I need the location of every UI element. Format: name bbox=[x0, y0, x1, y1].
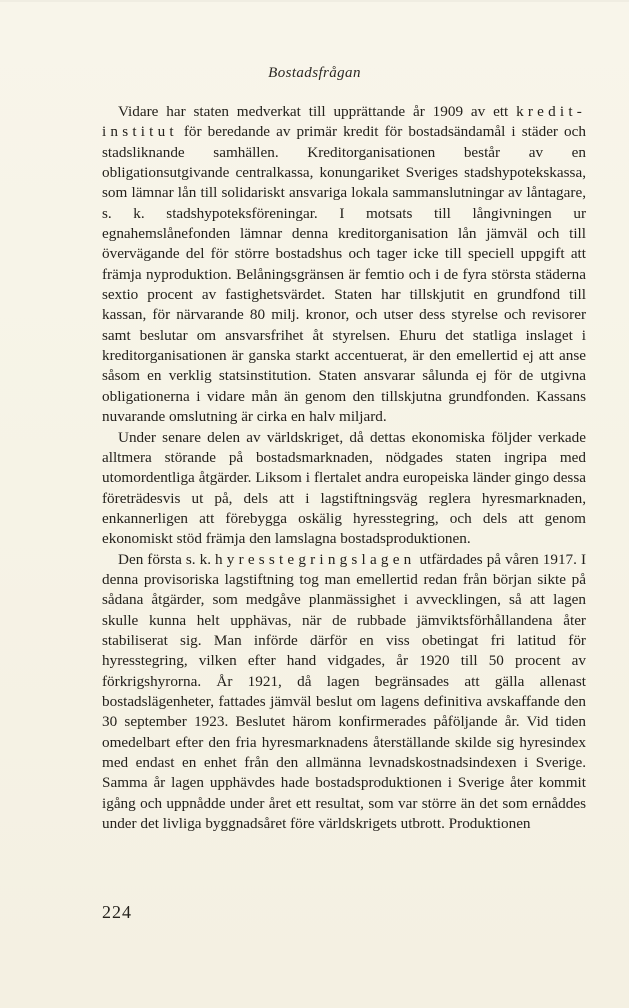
page-edge bbox=[0, 0, 629, 2]
spaced-term: hyresstegringslagen bbox=[215, 550, 416, 568]
page-number: 224 bbox=[102, 902, 132, 922]
paragraph-1 bbox=[102, 102, 586, 428]
paragraph-text: Den första s. k. bbox=[118, 550, 215, 568]
running-head: Bostadsfrågan bbox=[268, 65, 361, 81]
paragraph-text: Vidare har staten medverkat till upprättande år 1909 av ett bbox=[118, 103, 517, 120]
paragraph-text: för beredande av primär kredit för bostadsändamål i städer och stadsliknande samhällen. Kreditorganisationen består av en obligationsutgivande centralkassa, konungariket Sveriges stadshypotekskassa, som lämnar lån till solidariskt ansvariga lokala sammanslutningar av låntagare, s. k. stadshypoteksföreningar. I motsats till långivningen ur egnahemslånefonden lämnar denna kreditorganisation lån jämväl och till övervägande del för större bostadshus och tager icke till speciell uppgift att främja nyproduktion. Belåningsgränsen är femtio och i de fyra största städerna sextio procent av fastighetsvärdet. Staten har tillskjutit en grundfond till kassan, för närvarande 80 milj. kronor, och utser dess styrelse och revisorer samt beslutar om ansvarsfrihet åt styrelsen. Ehuru det statliga inslaget i kreditorganisationen är ganska starkt accentuerat, är den emellertid ej att anse såsom en verklig statsinstitution. Staten ansvarar sålunda ej för de utgivna obligationerna i vidare mån än genom den tillskjutna grundfonden. Kassans nuvarande omslutning är cirka en halv miljard. bbox=[102, 123, 586, 426]
paragraph-3 bbox=[102, 550, 586, 835]
paragraph-text: utfärdades på våren 1917. I denna provisoriska lagstiftning tog man emellertid redan från början sikte på sådana åtgärder, som medgåve planmässighet i avvecklingen, så att lagen skulle kunna helt upphävas, när de rubbade jämviktsförhållandena åter stabiliserat sig. Man införde därför en viss obetingat fri latitud för hyresstegring, vilken efter hand vidgades, år 1920 till 50 procent av förkrigshyrorna. År 1921, då lagen begränsades att gälla allenast bostadslägenheter, fattades jämväl beslut om lagens definitiva avskaffande den 30 september 1923. Beslutet härom konfirmerades påföljande år. Vid tiden omedelbart efter den fria hyresmarknadens återställande skilde sig hyresindex med endast en enhet från den allmänna levnadskostnadsindexen i Sverige. Samma år lagen upphävdes hade bostadsproduktionen i Sverige åter kommit igång och uppnådde under året ett resultat, som var större än det som ernåddes under det livliga byggnadsåret före världskrigets utbrott. Produktionen bbox=[102, 550, 586, 833]
paragraph-2 bbox=[102, 428, 586, 550]
paragraph-text: Under senare delen av världskriget, då dettas ekonomiska följder verkade alltmera störande på bostadsmarknaden, nödgades staten ingripa med utomordentliga åtgärder. Liksom i flertalet andra europeiska länder gingo dessa företrädesvis ut på, dels att i lagstiftningsväg reglera hyresmarknaden, enkannerligen att förebygga oskälig hyresstegring, och dels att genom ekonomiskt stöd främja den lamslagna bostadsproduktionen. bbox=[102, 428, 586, 548]
body-text bbox=[102, 102, 586, 834]
spaced-term: kredit-institut bbox=[102, 103, 586, 141]
